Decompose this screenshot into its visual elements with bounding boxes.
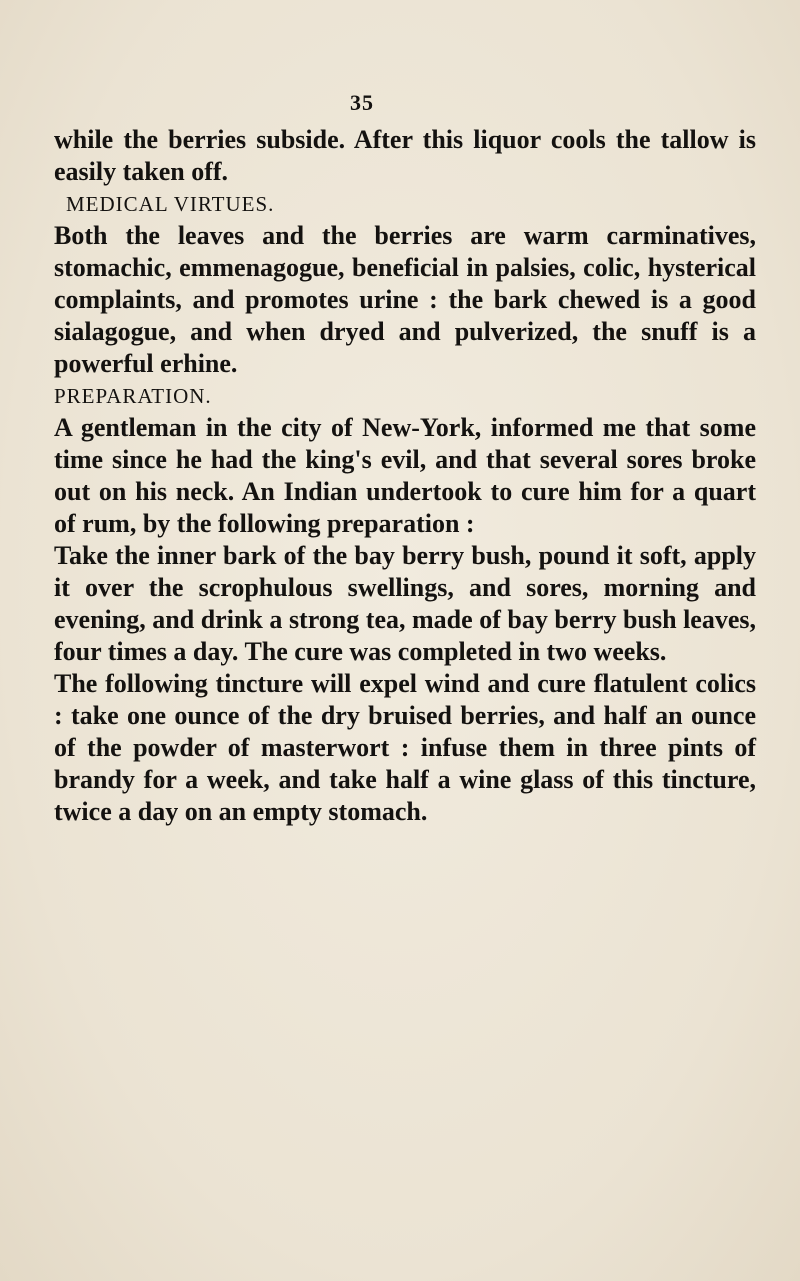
heading-preparation: PREPARATION.	[54, 384, 212, 408]
paragraph-tallow: while the berries subside. After this liquor cools the tallow is easily taken off.	[54, 125, 756, 186]
heading-medical-virtues: MEDICAL VIRTUES.	[66, 192, 275, 216]
page-body	[54, 124, 756, 828]
page-number: 35	[350, 90, 374, 115]
paragraph-tincture: The following tincture will expel wind and cure flatulent colics : take one ounce of the dry bruised berries, and half an ounce of the powder of masterwort : infuse them in three pints of brandy for a week, and take half a wine glass of this tincture, twice a day on an empty stomach.	[54, 669, 756, 826]
paragraph-medical-virtues: Both the leaves and the berries are warm carminatives, stomachic, emmenagogue, beneficial in palsies, colic, hysterical complaints, and promotes urine : the bark chewed is a good sialagogue, and when dryed and pulverized, the snuff is a powerful erhine.	[54, 221, 756, 378]
paragraph-inner-bark: Take the inner bark of the bay berry bush, pound it soft, apply it over the scrophulous swellings, and sores, morning and evening, and drink a strong tea, made of bay berry bush leaves, four times a day. The cure was completed in two weeks.	[54, 541, 756, 666]
paragraph-gentleman: A gentleman in the city of New-York, informed me that some time since he had the king's evil, and that several sores broke out on his neck. An Indian undertook to cure him for a quart of rum, by the following preparation :	[54, 413, 756, 538]
